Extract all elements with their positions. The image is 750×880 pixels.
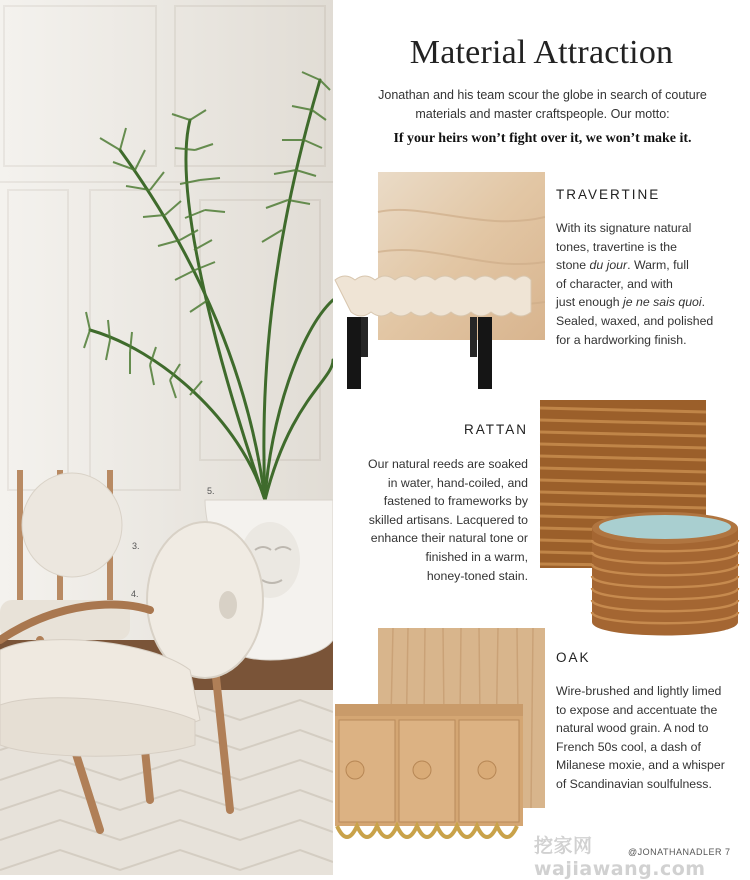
oak-heading: OAK — [556, 650, 591, 665]
travertine-product-image — [333, 172, 545, 390]
travertine-text: . Warm, full — [627, 258, 689, 273]
travertine-text: stone — [556, 258, 590, 273]
travertine-line — [556, 293, 741, 312]
page-footer: @JONATHANADLER 7 — [628, 847, 731, 857]
motto-text: If your heirs won’t fight over it, we won’t make it. — [393, 131, 692, 146]
rattan-line: in water, hand-coiled, and — [387, 475, 528, 490]
oak-line: to expose and accentuate the — [556, 702, 718, 717]
room-photo — [0, 0, 333, 875]
rattan-line: skilled artisans. Lacquered to — [368, 512, 528, 527]
oak-line: Milanese moxie, and a whisper — [556, 758, 725, 773]
rattan-line: honey-toned stain. — [426, 568, 528, 583]
travertine-line: of character, and with — [556, 276, 673, 291]
oak-line: of Scandinavian soulfulness. — [556, 776, 712, 791]
travertine-description — [556, 219, 741, 349]
rattan-description — [358, 455, 528, 585]
rattan-table-illustration — [538, 400, 748, 645]
item-number-5: 5. — [207, 486, 215, 496]
oak-product-image — [333, 628, 545, 853]
rattan-product-image — [538, 400, 748, 645]
rattan-heading: RATTAN — [464, 422, 528, 437]
travertine-line: for a hardworking finish. — [556, 332, 687, 347]
rattan-line: enhance their natural tone or — [370, 531, 528, 546]
travertine-italic: du jour — [589, 258, 628, 273]
page-title: Material Attraction — [409, 34, 674, 71]
item-number-4: 4. — [131, 589, 139, 599]
watermark: 挖家网 wajiawang.com — [534, 835, 706, 880]
room-photo-illustration — [0, 0, 333, 875]
travertine-text: just enough — [556, 295, 624, 310]
intro-text: Jonathan and his team scour the globe in search of couture materials and master craftspeople. Our motto: — [378, 88, 707, 121]
rattan-line: Our natural reeds are soaked — [368, 457, 528, 471]
travertine-line — [556, 256, 741, 275]
travertine-heading: TRAVERTINE — [556, 187, 661, 202]
rattan-line: fastened to frameworks by — [383, 494, 528, 509]
travertine-text: . — [701, 295, 706, 310]
oak-description — [556, 682, 741, 794]
oak-line: Wire-brushed and lightly limed — [556, 684, 722, 698]
travertine-italic: je ne sais quoi — [623, 295, 702, 310]
travertine-line: With its signature natural — [556, 221, 692, 235]
travertine-line: Sealed, waxed, and polished — [556, 313, 714, 328]
rattan-line: finished in a warm, — [425, 549, 528, 564]
travertine-line: tones, travertine is the — [556, 239, 677, 254]
oak-line: French 50s cool, a dash of — [556, 739, 701, 754]
oak-line: natural wood grain. A nod to — [556, 721, 709, 736]
travertine-table-illustration — [333, 172, 545, 390]
item-number-3: 3. — [132, 541, 140, 551]
oak-cabinet-illustration — [333, 628, 545, 853]
